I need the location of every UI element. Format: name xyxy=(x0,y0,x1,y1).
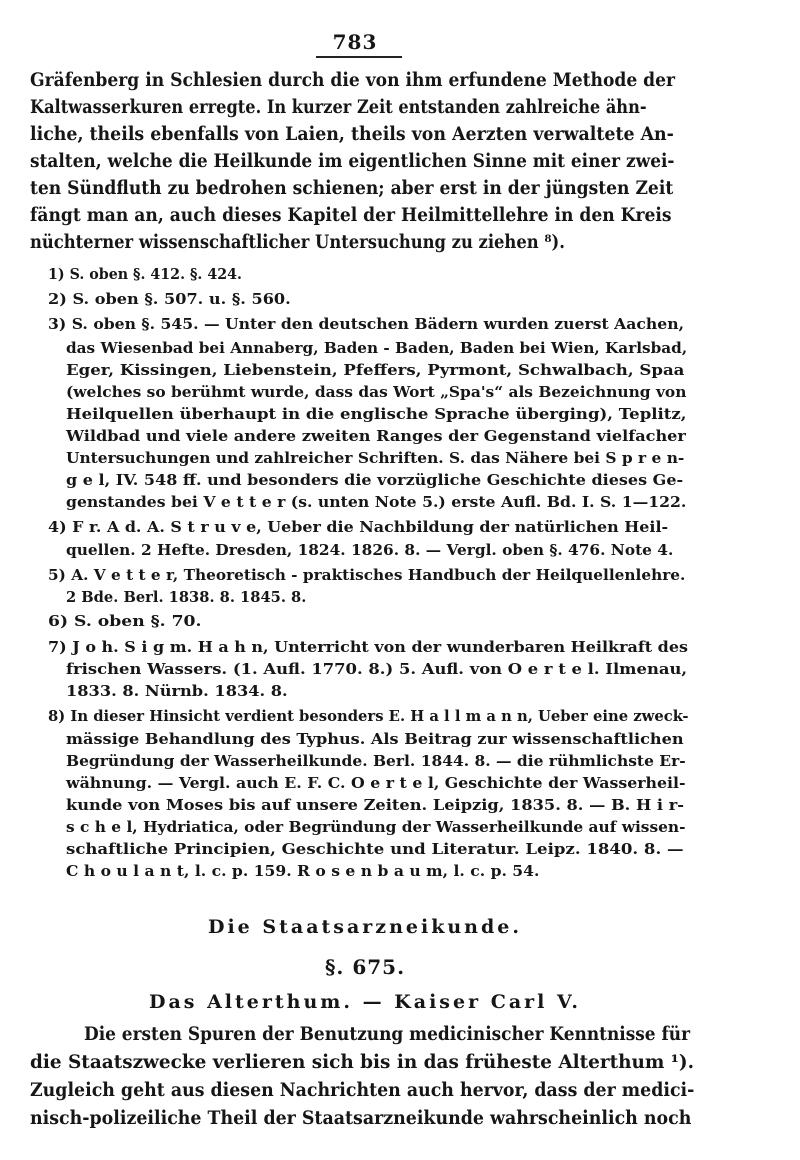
footnote-line: quellen. 2 Hefte. Dresden, 1824. 1826. 8. — Vergl. oben §. 476. Note 4. xyxy=(66,542,674,559)
footnote-line: 2) S. oben §. 507. u. §. 560. xyxy=(48,291,291,308)
footnote-line: (welches so berühmt wurde, dass das Wort „Spa's“ als Bezeichnung von xyxy=(66,384,687,401)
footnote-line: 3) S. oben §. 545. — Unter den deutschen Bädern wurden zuerst Aachen, xyxy=(48,316,685,333)
section-number: §. 675. xyxy=(324,955,406,979)
footnote-line: 4) F r. A d. A. S t r u v e, Ueber die Nachbildung der natürlichen Heil- xyxy=(48,519,669,536)
body-line: Die ersten Spuren der Benutzung medicinischer Kenntnisse für xyxy=(84,1024,691,1045)
footnote-line: kunde von Moses bis auf unsere Zeiten. Leipzig, 1835. 8. — B. H i r- xyxy=(66,797,685,814)
footnote-line: Begründung der Wasserheilkunde. Berl. 1844. 8. — die rühmlichste Er- xyxy=(66,753,686,770)
body-line: nisch-polizeiliche Theil der Staatsarzneikunde wahrscheinlich noch xyxy=(30,1108,692,1129)
footnote-line: Untersuchungen und zahlreicher Schriften. S. das Nähere bei S p r e n- xyxy=(66,450,685,467)
section-title: Die Staatsarzneikunde. xyxy=(207,916,522,938)
body-line: die Staatszwecke verlieren sich bis in das früheste Alterthum ¹). xyxy=(30,1052,694,1073)
footnote-line: Eger, Kissingen, Liebenstein, Pfeffers, Pyrmont, Schwalbach, Spaa xyxy=(66,362,685,379)
footnote-line: C h o u l a n t, l. c. p. 159. R o s e n b a u m, l. c. p. 54. xyxy=(66,863,540,880)
footnote-line: Heilquellen überhaupt in die englische Sprache überging), Teplitz, xyxy=(66,406,687,423)
footnote-line: das Wiesenbad bei Annaberg, Baden - Baden, Baden bei Wien, Karlsbad, xyxy=(66,340,688,357)
footnote-line: genstandes bei V e t t e r (s. unten Note 5.) erste Aufl. Bd. I. S. 1—122. xyxy=(66,494,687,511)
footnote-line: g e l, IV. 548 ff. und besonders die vorzügliche Geschichte dieses Ge- xyxy=(66,472,684,489)
body-line: fängt man an, auch dieses Kapitel der Heilmittellehre in den Kreis xyxy=(30,205,672,226)
body-line: Kaltwasserkuren erregte. In kurzer Zeit entstanden zahlreiche ähn- xyxy=(30,97,647,118)
body-line: Gräfenberg in Schlesien durch die von ihm erfundene Methode der xyxy=(30,70,676,91)
footnote-line: schaftliche Principien, Geschichte und Literatur. Leipz. 1840. 8. — xyxy=(66,841,684,858)
footnote-line: 1) S. oben §. 412. §. 424. xyxy=(48,266,242,283)
footnote-line: mässige Behandlung des Typhus. Als Beitrag zur wissenschaftlichen xyxy=(66,731,684,748)
footnote-line: wähnung. — Vergl. auch E. F. C. O e r t e l, Geschichte der Wasserheil- xyxy=(66,775,686,792)
subsection-title: Das Alterthum. — Kaiser Carl V. xyxy=(148,991,582,1013)
page-number-rule xyxy=(316,56,402,58)
body-line: nüchterner wissenschaftlicher Untersuchung zu ziehen ⁸). xyxy=(30,232,565,253)
footnote-line: 2 Bde. Berl. 1838. 8. 1845. 8. xyxy=(66,589,307,606)
footnote-line: 1833. 8. Nürnb. 1834. 8. xyxy=(66,683,288,700)
footnote-line: s c h e l, Hydriatica, oder Begründung der Wasserheilkunde auf wissen- xyxy=(66,819,686,836)
footnote-line: 8) In dieser Hinsicht verdient besonders E. H a l l m a n n, Ueber eine zweck- xyxy=(48,708,689,725)
footnote-line: Wildbad und viele andere zweiten Ranges der Gegenstand vielfacher xyxy=(66,428,686,445)
body-line: stalten, welche die Heilkunde im eigentlichen Sinne mit einer zwei- xyxy=(30,151,675,172)
footnote-line: frischen Wassers. (1. Aufl. 1770. 8.) 5. Aufl. von O e r t e l. Ilmenau, xyxy=(66,661,688,678)
body-line: liche, theils ebenfalls von Laien, theils von Aerzten verwaltete An- xyxy=(30,124,674,145)
body-line: Zugleich geht aus diesen Nachrichten auch hervor, dass der medici- xyxy=(30,1080,695,1101)
footnote-line: 6) S. oben §. 70. xyxy=(48,613,202,630)
footnote-line: 7) J o h. S i g m. H a h n, Unterricht von der wunderbaren Heilkraft des xyxy=(48,639,689,656)
body-line: ten Sündfluth zu bedrohen schienen; aber erst in der jüngsten Zeit xyxy=(30,178,674,199)
footnote-line: 5) A. V e t t e r, Theoretisch - praktisches Handbuch der Heilquellenlehre. xyxy=(48,567,686,584)
page-number: 783 xyxy=(332,30,378,54)
